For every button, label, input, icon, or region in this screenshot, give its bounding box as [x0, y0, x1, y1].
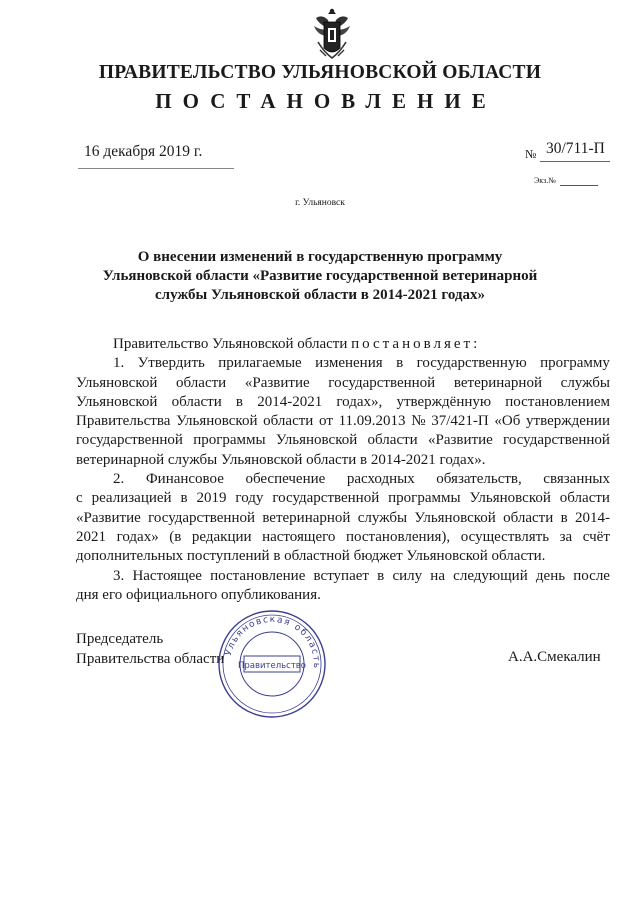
intro-text: Правительство Ульяновской области: [113, 336, 348, 352]
seal-center-text: Правительство: [238, 661, 306, 671]
heading-line: Ульяновской области «Развитие государственной ветеринарной: [102, 268, 538, 284]
word: Ульяновской: [76, 374, 158, 391]
document-date: 16 декабря 2019 г.: [84, 143, 203, 160]
word: счёт: [582, 528, 610, 545]
word: прилагаемые: [218, 355, 302, 372]
item1-line: [76, 412, 610, 431]
word: «Развитие: [427, 432, 493, 449]
word: Настоящее: [132, 567, 202, 584]
word: Ульяновской: [176, 413, 258, 430]
word: государственную: [416, 355, 527, 372]
signatory-title-line: Председатель: [76, 631, 164, 647]
word: постановления),: [345, 528, 451, 545]
word: Ульяновской: [469, 490, 551, 507]
word: в: [180, 490, 188, 507]
seal-ring-text: Ульяновская область: [223, 614, 322, 670]
word: обязательств,: [436, 471, 522, 488]
word: редакции: [191, 528, 252, 545]
word: ветеринарной: [262, 509, 351, 526]
word: области: [263, 413, 314, 430]
word: (в: [169, 528, 182, 545]
word: утверждённую: [396, 393, 492, 410]
word: 37/421-П: [431, 413, 489, 430]
number-sign: №: [525, 147, 537, 161]
word: ветеринарной: [453, 374, 542, 391]
word: вступает: [313, 567, 369, 584]
item1-line: [76, 354, 610, 373]
word: годах»: [116, 528, 159, 545]
word: «Об: [494, 413, 521, 430]
word: программы: [193, 432, 266, 449]
intro-verb: постановляет:: [351, 336, 481, 352]
official-seal: [216, 608, 328, 720]
word: день: [535, 567, 566, 584]
word: утверждении: [526, 413, 610, 430]
word: с: [76, 490, 83, 507]
word: области: [367, 432, 418, 449]
word: области: [171, 393, 222, 410]
word: государственной: [76, 432, 183, 449]
word: в: [560, 509, 568, 526]
word: Правительства: [76, 413, 171, 430]
date-underline: [78, 168, 234, 169]
item2-line: [76, 528, 610, 547]
word: реализацией: [91, 490, 172, 507]
word: в: [377, 567, 385, 584]
word: силу: [392, 567, 423, 584]
word: государственной: [328, 374, 436, 391]
word: следующий: [453, 567, 528, 584]
word: связанных: [543, 471, 610, 488]
word: расходных: [346, 471, 415, 488]
word: 2019: [196, 490, 227, 507]
item1-line: [76, 393, 610, 412]
document-heading: [0, 248, 640, 305]
word: Ульяновской: [275, 432, 358, 449]
word: 1.: [113, 355, 125, 372]
word: за: [559, 528, 573, 545]
word: службы: [560, 374, 610, 391]
copy-number-label: Экз.№: [534, 176, 556, 185]
word: службы: [357, 509, 408, 526]
word: области: [559, 490, 610, 507]
word: программы: [388, 490, 461, 507]
signatory-title-line: Правительства области: [76, 650, 225, 667]
word: 2014-2021: [257, 393, 323, 410]
word: №: [411, 413, 426, 430]
word: государственной: [503, 432, 610, 449]
item2-line: дополнительных поступлений в областной бюджет Ульяновской области.: [76, 548, 546, 565]
item3-line: [76, 567, 610, 586]
item3-line: дня его официального опубликования.: [76, 586, 321, 603]
word: «Развитие: [244, 374, 310, 391]
word: от: [319, 413, 333, 430]
document-number: 30/711-П: [546, 140, 605, 157]
word: программу: [540, 355, 610, 372]
item2-line: [76, 470, 610, 489]
word: 3.: [113, 567, 125, 584]
word: «Развитие: [76, 509, 141, 526]
item1-line: [76, 431, 610, 450]
word: государственной: [148, 509, 255, 526]
number-underline: [540, 161, 610, 162]
word: в: [396, 355, 404, 372]
word: 2014-: [574, 509, 610, 526]
heading-line: службы Ульяновской области в 2014-2021 годах»: [155, 287, 485, 303]
word: настоящего: [262, 528, 336, 545]
word: государственной: [272, 490, 380, 507]
word: постановлением: [505, 393, 610, 410]
word: области: [176, 374, 227, 391]
word: 11.09.2013: [338, 413, 406, 430]
signatory-title: [76, 630, 224, 669]
word: на: [430, 567, 445, 584]
signatory-name: А.А.Смекалин: [508, 649, 601, 665]
government-title: ПРАВИТЕЛЬСТВО УЛЬЯНОВСКОЙ ОБЛАСТИ: [98, 62, 542, 83]
word: области: [503, 509, 554, 526]
word: Финансовое: [145, 471, 224, 488]
word: годах»,: [336, 393, 383, 410]
word: Утвердить: [137, 355, 205, 372]
word: году: [235, 490, 264, 507]
intro-paragraph: [76, 335, 610, 354]
word: обеспечение: [245, 471, 326, 488]
word: постановление: [210, 567, 306, 584]
word: Ульяновской: [414, 509, 496, 526]
word: 2.: [113, 471, 125, 488]
word: Ульяновской: [76, 393, 158, 410]
city: г. Ульяновск: [295, 198, 345, 208]
document-body: [76, 335, 610, 605]
item1-line: ветеринарной службы Ульяновской области в 2014-2021 годах».: [76, 451, 486, 468]
coat-of-arms-icon: [310, 6, 354, 62]
word: в: [235, 393, 244, 410]
heading-line: О внесении изменений в государственную программу: [137, 249, 503, 265]
copy-number-underline: [560, 185, 598, 186]
word: после: [573, 567, 610, 584]
word: изменения: [315, 355, 383, 372]
word: 2021: [76, 528, 106, 545]
item2-line: [76, 509, 610, 528]
item2-line: [76, 489, 610, 508]
word: осуществлять: [460, 528, 550, 545]
item1-line: [76, 374, 610, 393]
document-kind: ПОСТАНОВЛЕНИЕ: [155, 89, 497, 113]
